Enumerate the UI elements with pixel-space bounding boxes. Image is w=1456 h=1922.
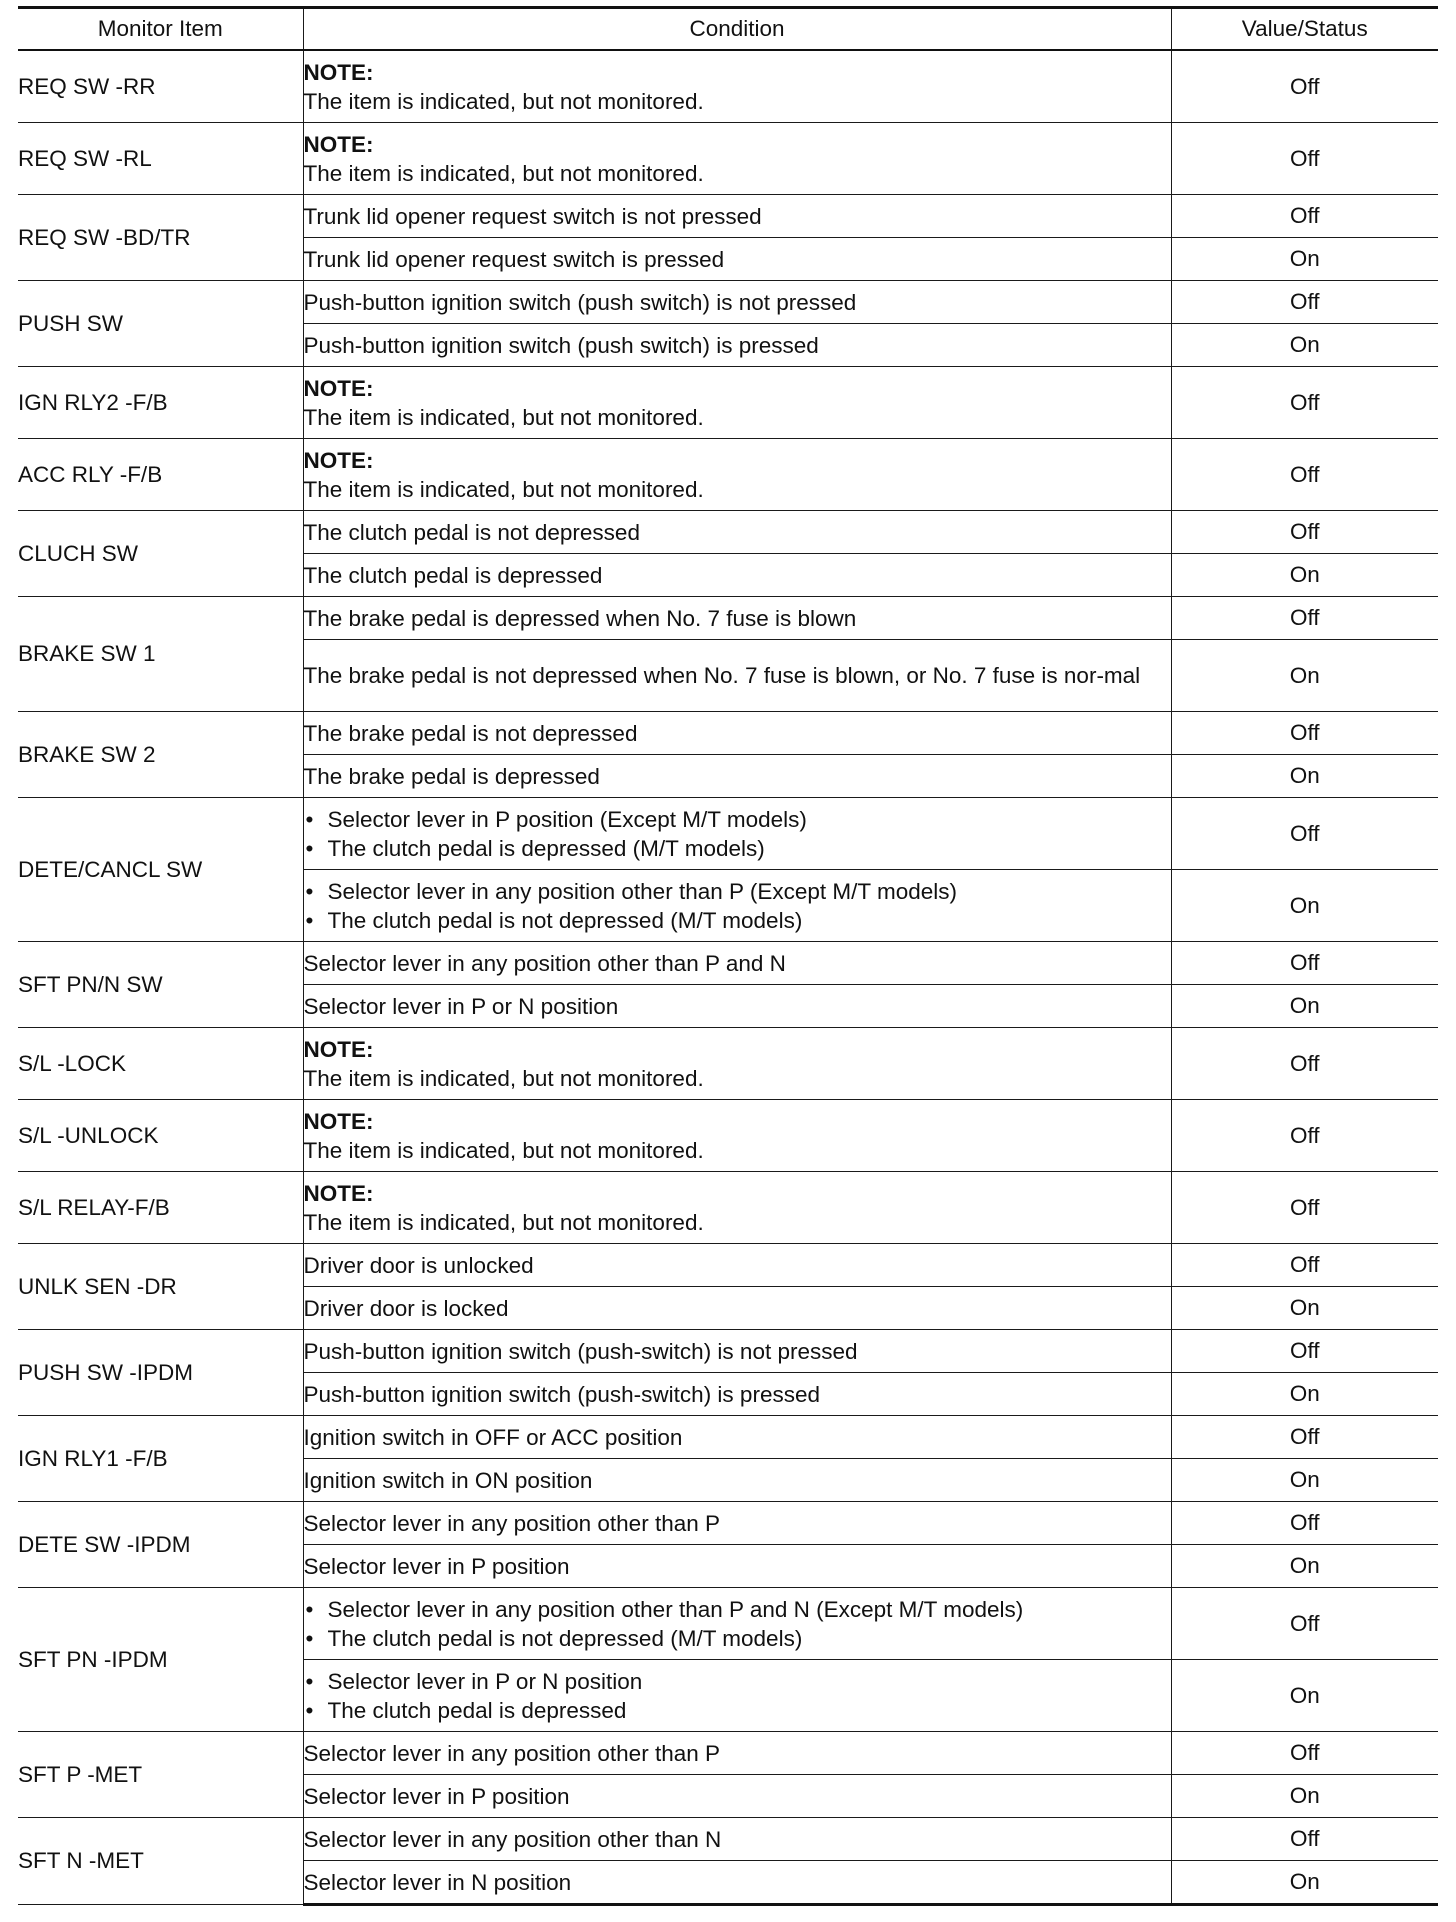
bullet-list xyxy=(304,1595,1171,1653)
table-row xyxy=(18,798,1438,870)
condition-cell: Selector lever in any position other than N xyxy=(303,1818,1171,1861)
value-status: On xyxy=(1171,1545,1438,1588)
monitor-item: UNLK SEN -DR xyxy=(18,1244,303,1330)
table-row xyxy=(18,1244,1438,1287)
value-status: On xyxy=(1171,1861,1438,1905)
condition-cell: The brake pedal is not depressed xyxy=(303,712,1171,755)
value-status: Off xyxy=(1171,123,1438,195)
header-value-status: Value/Status xyxy=(1171,8,1438,51)
bullet-item: • The clutch pedal is depressed xyxy=(304,1696,1171,1725)
table-row xyxy=(18,439,1438,511)
condition-cell xyxy=(303,50,1171,123)
table-row xyxy=(18,1100,1438,1172)
condition-cell xyxy=(303,870,1171,942)
table-row xyxy=(18,511,1438,554)
value-status: Off xyxy=(1171,798,1438,870)
monitor-item: SFT N -MET xyxy=(18,1818,303,1905)
note-label: NOTE: xyxy=(303,447,374,473)
bullet-item: • Selector lever in any position other than P and N (Except M/T models) xyxy=(304,1595,1171,1624)
header-monitor-item: Monitor Item xyxy=(18,8,303,51)
note-text: The item is indicated, but not monitored. xyxy=(303,88,704,114)
condition-cell: Trunk lid opener request switch is not pressed xyxy=(303,195,1171,238)
value-status: On xyxy=(1171,554,1438,597)
monitor-item: ACC RLY -F/B xyxy=(18,439,303,511)
condition-cell: Selector lever in any position other than P and N xyxy=(303,942,1171,985)
bullet-list xyxy=(304,805,1171,863)
condition-cell xyxy=(303,798,1171,870)
value-status: Off xyxy=(1171,511,1438,554)
value-status: On xyxy=(1171,1459,1438,1502)
monitor-item: DETE SW -IPDM xyxy=(18,1502,303,1588)
condition-cell xyxy=(303,1172,1171,1244)
condition-cell xyxy=(303,1588,1171,1660)
condition-cell: Selector lever in P or N position xyxy=(303,985,1171,1028)
value-status: On xyxy=(1171,324,1438,367)
monitor-item: IGN RLY2 -F/B xyxy=(18,367,303,439)
monitor-item: BRAKE SW 1 xyxy=(18,597,303,712)
value-status: On xyxy=(1171,1775,1438,1818)
monitor-item: S/L RELAY-F/B xyxy=(18,1172,303,1244)
value-status: Off xyxy=(1171,1028,1438,1100)
table-row xyxy=(18,1028,1438,1100)
table-row xyxy=(18,1818,1438,1861)
condition-cell: Ignition switch in ON position xyxy=(303,1459,1171,1502)
condition-cell: The clutch pedal is not depressed xyxy=(303,511,1171,554)
monitor-item: CLUCH SW xyxy=(18,511,303,597)
table-row xyxy=(18,1502,1438,1545)
table-row xyxy=(18,195,1438,238)
value-status: On xyxy=(1171,238,1438,281)
condition-cell xyxy=(303,367,1171,439)
monitor-item-table xyxy=(18,6,1438,1906)
table-row xyxy=(18,123,1438,195)
bullet-item: • The clutch pedal is not depressed (M/T models) xyxy=(304,906,1171,935)
monitor-item: PUSH SW -IPDM xyxy=(18,1330,303,1416)
value-status: On xyxy=(1171,1660,1438,1732)
value-status: Off xyxy=(1171,195,1438,238)
table-row xyxy=(18,281,1438,324)
value-status: Off xyxy=(1171,1330,1438,1373)
monitor-item: IGN RLY1 -F/B xyxy=(18,1416,303,1502)
condition-cell: Push-button ignition switch (push switch) is pressed xyxy=(303,324,1171,367)
condition-cell: Push-button ignition switch (push-switch) is pressed xyxy=(303,1373,1171,1416)
condition-cell: Push-button ignition switch (push switch) is not pressed xyxy=(303,281,1171,324)
table-row xyxy=(18,1732,1438,1775)
condition-cell: Selector lever in any position other than P xyxy=(303,1502,1171,1545)
condition-cell xyxy=(303,1028,1171,1100)
monitor-item: BRAKE SW 2 xyxy=(18,712,303,798)
note-text: The item is indicated, but not monitored. xyxy=(303,160,704,186)
condition-cell: Selector lever in P position xyxy=(303,1545,1171,1588)
value-status: Off xyxy=(1171,1818,1438,1861)
value-status: Off xyxy=(1171,1100,1438,1172)
monitor-item: SFT PN/N SW xyxy=(18,942,303,1028)
condition-cell: The clutch pedal is depressed xyxy=(303,554,1171,597)
condition-cell: Push-button ignition switch (push-switch) is not pressed xyxy=(303,1330,1171,1373)
monitor-item: S/L -UNLOCK xyxy=(18,1100,303,1172)
monitor-item: DETE/CANCL SW xyxy=(18,798,303,942)
value-status: Off xyxy=(1171,367,1438,439)
table-row xyxy=(18,1416,1438,1459)
value-status: Off xyxy=(1171,439,1438,511)
value-status: Off xyxy=(1171,1172,1438,1244)
note-label: NOTE: xyxy=(303,131,374,157)
table-row xyxy=(18,942,1438,985)
table-row xyxy=(18,1588,1438,1660)
value-status: On xyxy=(1171,870,1438,942)
condition-cell: Selector lever in N position xyxy=(303,1861,1171,1905)
value-status: Off xyxy=(1171,1244,1438,1287)
note-text: The item is indicated, but not monitored. xyxy=(303,476,704,502)
value-status: Off xyxy=(1171,1732,1438,1775)
value-status: Off xyxy=(1171,50,1438,123)
bullet-item: • Selector lever in P position (Except M/T models) xyxy=(304,805,1171,834)
bullet-list xyxy=(304,877,1171,935)
monitor-item: PUSH SW xyxy=(18,281,303,367)
table-row xyxy=(18,1330,1438,1373)
condition-cell: The brake pedal is depressed when No. 7 fuse is blown xyxy=(303,597,1171,640)
note-label: NOTE: xyxy=(303,375,374,401)
value-status: On xyxy=(1171,985,1438,1028)
table-row xyxy=(18,712,1438,755)
value-status: Off xyxy=(1171,712,1438,755)
value-status: Off xyxy=(1171,942,1438,985)
table-header-row xyxy=(18,8,1438,51)
monitor-item: SFT PN -IPDM xyxy=(18,1588,303,1732)
condition-cell: Ignition switch in OFF or ACC position xyxy=(303,1416,1171,1459)
bullet-item: • Selector lever in any position other than P (Except M/T models) xyxy=(304,877,1171,906)
table-row xyxy=(18,1172,1438,1244)
value-status: On xyxy=(1171,1373,1438,1416)
note-text: The item is indicated, but not monitored. xyxy=(303,1137,704,1163)
condition-cell xyxy=(303,1100,1171,1172)
value-status: Off xyxy=(1171,1416,1438,1459)
value-status: Off xyxy=(1171,597,1438,640)
note-label: NOTE: xyxy=(303,59,374,85)
monitor-item: SFT P -MET xyxy=(18,1732,303,1818)
bullet-item: • Selector lever in P or N position xyxy=(304,1667,1171,1696)
condition-cell xyxy=(303,123,1171,195)
header-condition: Condition xyxy=(303,8,1171,51)
condition-cell: The brake pedal is depressed xyxy=(303,755,1171,798)
table-row xyxy=(18,597,1438,640)
monitor-item: REQ SW -RL xyxy=(18,123,303,195)
condition-cell: Selector lever in P position xyxy=(303,1775,1171,1818)
value-status: Off xyxy=(1171,281,1438,324)
condition-cell xyxy=(303,1660,1171,1732)
note-text: The item is indicated, but not monitored. xyxy=(303,1209,704,1235)
table-row xyxy=(18,50,1438,123)
condition-cell: The brake pedal is not depressed when No. 7 fuse is blown, or No. 7 fuse is nor-mal xyxy=(303,640,1171,712)
note-text: The item is indicated, but not monitored. xyxy=(303,1065,704,1091)
value-status: On xyxy=(1171,640,1438,712)
condition-cell: Driver door is unlocked xyxy=(303,1244,1171,1287)
condition-cell xyxy=(303,439,1171,511)
condition-cell: Trunk lid opener request switch is pressed xyxy=(303,238,1171,281)
note-label: NOTE: xyxy=(303,1036,374,1062)
value-status: On xyxy=(1171,1287,1438,1330)
note-text: The item is indicated, but not monitored. xyxy=(303,404,704,430)
value-status: On xyxy=(1171,755,1438,798)
bullet-list xyxy=(304,1667,1171,1725)
monitor-item: REQ SW -BD/TR xyxy=(18,195,303,281)
note-label: NOTE: xyxy=(303,1108,374,1134)
bullet-item: • The clutch pedal is not depressed (M/T models) xyxy=(304,1624,1171,1653)
note-label: NOTE: xyxy=(303,1180,374,1206)
condition-cell: Selector lever in any position other than P xyxy=(303,1732,1171,1775)
value-status: Off xyxy=(1171,1502,1438,1545)
monitor-item: REQ SW -RR xyxy=(18,50,303,123)
table-row xyxy=(18,367,1438,439)
monitor-item: S/L -LOCK xyxy=(18,1028,303,1100)
value-status: Off xyxy=(1171,1588,1438,1660)
bullet-item: • The clutch pedal is depressed (M/T models) xyxy=(304,834,1171,863)
condition-cell: Driver door is locked xyxy=(303,1287,1171,1330)
